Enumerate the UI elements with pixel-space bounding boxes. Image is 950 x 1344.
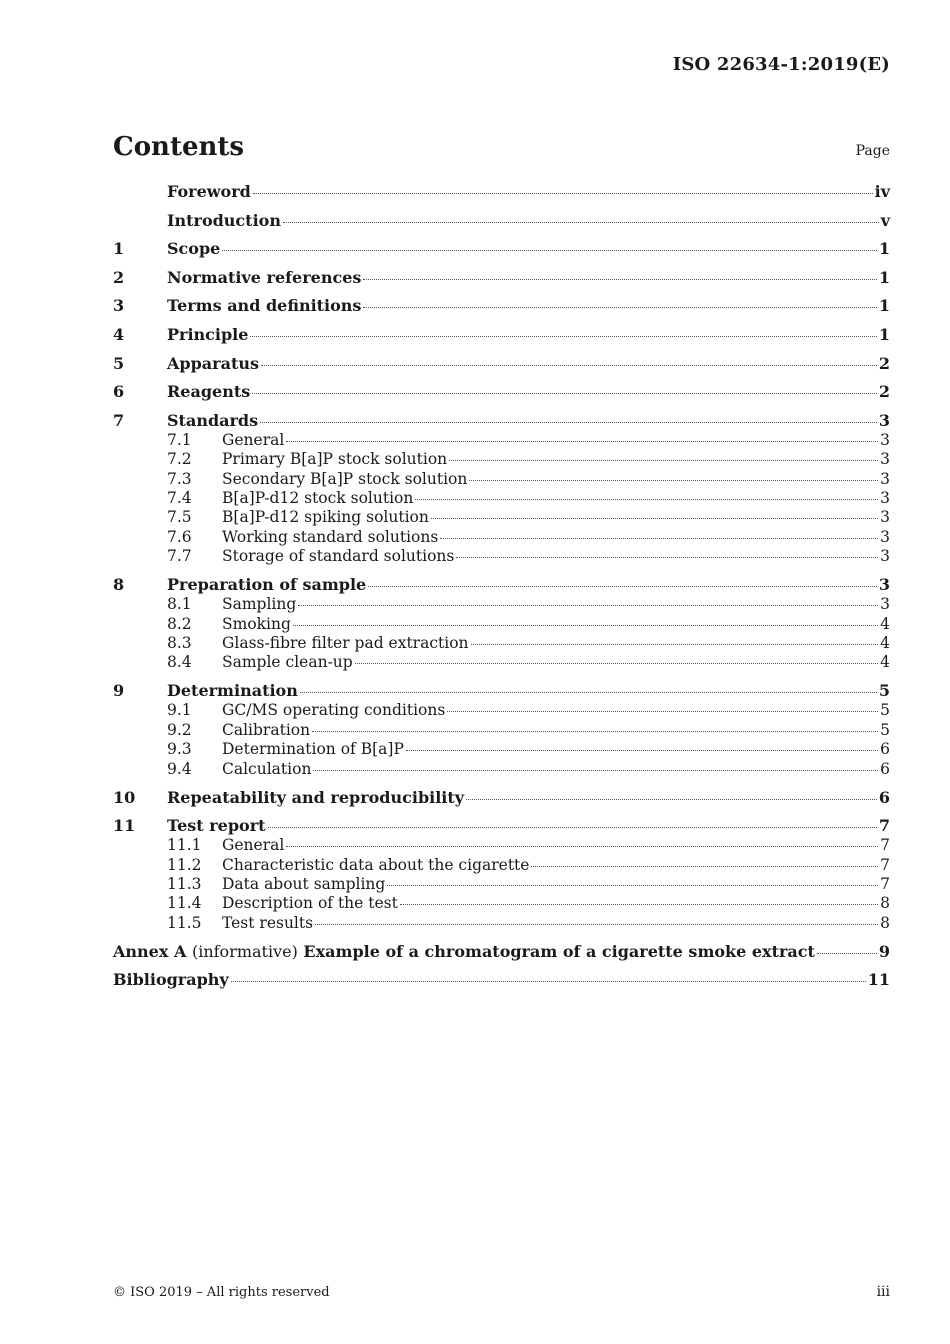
annex-label: Annex A <box>113 941 187 961</box>
toc-entry-page: 5 <box>878 681 890 701</box>
toc-entry-title: Calculation <box>222 759 312 778</box>
toc-entry-title: General <box>222 836 285 855</box>
toc-entry-page: 3 <box>880 547 890 566</box>
toc-entry-page: 3 <box>880 527 890 546</box>
toc-entry-title: Description of the test <box>222 894 398 913</box>
toc-annex-title-group <box>113 942 815 962</box>
toc-entry-page: 3 <box>878 410 890 430</box>
toc-entry-title: Apparatus <box>167 353 259 373</box>
toc-entry-page: 1 <box>878 239 890 259</box>
dot-leader <box>531 866 878 867</box>
toc-entry[interactable] <box>113 296 890 316</box>
toc-entry-page: 6 <box>878 787 890 807</box>
toc-entry-title: Principle <box>167 324 249 344</box>
toc-annex-entry[interactable] <box>113 942 890 962</box>
toc-entry-page: 3 <box>880 430 890 449</box>
toc-subentry[interactable] <box>113 489 890 508</box>
toc-entry-title: Normative references <box>167 267 362 287</box>
toc-entry-title: Calibration <box>222 720 311 739</box>
toc-entry[interactable] <box>113 325 890 345</box>
copyright-notice: © ISO 2019 – All rights reserved <box>113 1285 330 1300</box>
toc-entry-number: 8.2 <box>167 614 192 633</box>
table-of-contents <box>113 182 890 990</box>
toc-entry-page: 4 <box>880 653 890 672</box>
toc-entry-page: 1 <box>878 267 890 287</box>
dot-leader <box>400 904 878 905</box>
dot-leader <box>368 586 877 587</box>
toc-entry-number: 5 <box>113 353 125 373</box>
toc-entry-page: 3 <box>880 469 890 488</box>
toc-entry-page: 3 <box>880 508 890 527</box>
toc-entry-title: Repeatability and reproducibility <box>167 787 465 807</box>
toc-entry-page: 8 <box>880 894 890 913</box>
toc-subentry[interactable] <box>113 634 890 653</box>
toc-entry-title: B[a]P-d12 spiking solution <box>222 508 429 527</box>
toc-entry-title: B[a]P-d12 stock solution <box>222 488 414 507</box>
toc-entry-number: 11.2 <box>167 855 202 874</box>
toc-entry-title: Preparation of sample <box>167 575 367 595</box>
toc-entry-title: Characteristic data about the cigarette <box>222 855 530 874</box>
page-title: Contents <box>113 132 245 162</box>
toc-subentry[interactable] <box>113 450 890 469</box>
toc-subentry[interactable] <box>113 740 890 759</box>
toc-entry-number: 4 <box>113 324 125 344</box>
toc-entry-number: 7.1 <box>167 430 192 449</box>
toc-subentry[interactable] <box>113 721 890 740</box>
toc-entry-title: Foreword <box>167 182 251 201</box>
toc-entry[interactable] <box>113 268 890 288</box>
toc-entry[interactable] <box>113 182 890 202</box>
dot-leader <box>466 799 877 800</box>
dot-leader <box>415 499 878 500</box>
toc-entry-number: 2 <box>113 267 125 287</box>
toc-entry[interactable] <box>113 575 890 595</box>
toc-entry-title: Data about sampling <box>222 875 386 894</box>
toc-subentry[interactable] <box>113 470 890 489</box>
toc-entry[interactable] <box>113 354 890 374</box>
toc-entry-page: 11 <box>867 970 890 990</box>
dot-leader <box>363 279 876 280</box>
toc-subentry[interactable] <box>113 875 890 894</box>
toc-entry-page: 1 <box>878 296 890 316</box>
toc-subentry[interactable] <box>113 760 890 779</box>
toc-entry-page: 8 <box>880 913 890 932</box>
toc-entry-number: 7 <box>113 410 125 430</box>
toc-entry-page: v <box>880 210 890 230</box>
dot-leader <box>315 924 878 925</box>
toc-entry-number: 9.3 <box>167 740 192 759</box>
toc-subentry[interactable] <box>113 914 890 933</box>
toc-entry-number: 7.6 <box>167 527 192 546</box>
dot-leader <box>252 393 877 394</box>
toc-entry-page: 5 <box>880 701 890 720</box>
toc-bibliography-entry[interactable] <box>113 970 890 990</box>
toc-entry[interactable] <box>113 239 890 259</box>
dot-leader <box>286 846 878 847</box>
dot-leader <box>253 193 873 194</box>
toc-entry-title: Determination <box>167 681 298 701</box>
toc-entry-title: Standards <box>167 410 259 430</box>
dot-leader <box>471 644 879 645</box>
toc-subentry[interactable] <box>113 615 890 634</box>
toc-subentry[interactable] <box>113 653 890 672</box>
dot-leader <box>283 222 879 223</box>
toc-entry-number: 9 <box>113 681 125 701</box>
dot-leader <box>231 981 866 982</box>
toc-entry-page: 4 <box>880 614 890 633</box>
dot-leader <box>431 518 878 519</box>
document-id: ISO 22634-1:2019(E) <box>672 54 890 75</box>
toc-entry-number: 8 <box>113 575 125 595</box>
toc-entry-title: Reagents <box>167 382 251 402</box>
toc-entry-title: Sampling <box>222 595 297 614</box>
annex-title: Example of a chromatogram of a cigarette smoke extract <box>303 941 815 961</box>
toc-entry-number: 7.5 <box>167 508 192 527</box>
toc-entry-page: 1 <box>878 324 890 344</box>
toc-entry-page: 6 <box>880 759 890 778</box>
toc-entry-page: 7 <box>880 836 890 855</box>
toc-entry-number: 9.1 <box>167 701 192 720</box>
toc-subentry[interactable] <box>113 508 890 527</box>
toc-subentry[interactable] <box>113 894 890 913</box>
toc-entry-title: Glass-fibre filter pad extraction <box>222 634 469 652</box>
toc-subentry[interactable] <box>113 528 890 547</box>
toc-entry-title: Primary B[a]P stock solution <box>222 450 448 469</box>
dot-leader <box>250 336 876 337</box>
dot-leader <box>355 663 878 664</box>
toc-entry-number: 9.2 <box>167 720 192 739</box>
toc-entry-number: 9.4 <box>167 759 192 778</box>
toc-entry-number: 7.4 <box>167 488 192 507</box>
toc-entry-number: 11 <box>113 816 136 836</box>
toc-entry-page: 2 <box>878 382 890 402</box>
page-number: iii <box>876 1284 890 1300</box>
toc-entry-number: 7.7 <box>167 547 192 566</box>
toc-entry-title: Secondary B[a]P stock solution <box>222 469 468 488</box>
toc-entry-number: 7.2 <box>167 450 192 469</box>
toc-entry-title: Sample clean-up <box>222 653 353 672</box>
toc-entry-page: 4 <box>880 634 890 652</box>
toc-entry-page: 3 <box>880 488 890 507</box>
toc-entry-number: 11.4 <box>167 894 202 913</box>
dot-leader <box>313 770 878 771</box>
toc-entry-number: 10 <box>113 787 136 807</box>
dot-leader <box>440 538 878 539</box>
toc-entry-number: 1 <box>113 239 125 259</box>
dot-leader <box>261 365 877 366</box>
dot-leader <box>406 750 878 751</box>
toc-entry-title: Working standard solutions <box>222 527 439 546</box>
toc-subentry[interactable] <box>113 836 890 855</box>
toc-subentry[interactable] <box>113 547 890 566</box>
toc-entry-number: 11.5 <box>167 913 202 932</box>
toc-entry-page: 5 <box>880 720 890 739</box>
toc-subentry[interactable] <box>113 431 890 450</box>
toc-entry-number: 8.4 <box>167 653 192 672</box>
toc-entry-title: Test results <box>222 913 314 932</box>
dot-leader <box>293 625 878 626</box>
dot-leader <box>286 441 878 442</box>
toc-entry-title: Scope <box>167 239 221 259</box>
dot-leader <box>449 460 878 461</box>
toc-entry-number: 11.3 <box>167 875 202 894</box>
toc-entry[interactable] <box>113 411 890 431</box>
dot-leader <box>222 250 877 251</box>
dot-leader <box>469 480 878 481</box>
toc-entry[interactable] <box>113 816 890 836</box>
dot-leader <box>456 557 878 558</box>
toc-entry[interactable] <box>113 211 890 231</box>
toc-entry-title: General <box>222 430 285 449</box>
dot-leader <box>300 692 877 693</box>
toc-entry-page: 7 <box>878 816 890 836</box>
toc-entry-number: 8.1 <box>167 595 192 614</box>
toc-subentry[interactable] <box>113 856 890 875</box>
toc-entry-page: 3 <box>878 575 890 595</box>
toc-entry-number: 3 <box>113 296 125 316</box>
toc-entry-title: Terms and definitions <box>167 296 362 316</box>
toc-entry-page: 3 <box>880 595 890 614</box>
toc-entry-title: Storage of standard solutions <box>222 547 455 566</box>
toc-entry-title: GC/MS operating conditions <box>222 701 446 720</box>
toc-entry-number: 6 <box>113 382 125 402</box>
toc-entry-number: 8.3 <box>167 634 192 652</box>
toc-entry-page: 3 <box>880 450 890 469</box>
toc-entry[interactable] <box>113 382 890 402</box>
dot-leader <box>260 422 877 423</box>
toc-entry-title: Bibliography <box>113 970 229 990</box>
toc-subentry[interactable] <box>113 701 890 720</box>
dot-leader <box>387 885 878 886</box>
toc-entry-number: 7.3 <box>167 469 192 488</box>
dot-leader <box>312 731 878 732</box>
dot-leader <box>298 605 878 606</box>
toc-entry-page: 2 <box>878 353 890 373</box>
toc-entry-title: Smoking <box>222 614 291 633</box>
toc-entry[interactable] <box>113 681 890 701</box>
toc-entry-title: Test report <box>167 816 266 836</box>
toc-subentry[interactable] <box>113 595 890 614</box>
page-column-label: Page <box>855 143 890 159</box>
toc-entry-page: 7 <box>880 875 890 894</box>
dot-leader <box>268 827 877 828</box>
toc-entry-title: Introduction <box>167 210 281 230</box>
toc-entry-number: 11.1 <box>167 836 202 855</box>
dot-leader <box>363 307 876 308</box>
dot-leader <box>447 711 878 712</box>
toc-entry-page: 7 <box>880 855 890 874</box>
annex-note: (informative) <box>191 941 298 961</box>
toc-entry-page: 6 <box>880 740 890 759</box>
dot-leader <box>817 953 877 954</box>
toc-entry-title: Determination of B[a]P <box>222 740 404 759</box>
toc-entry[interactable] <box>113 788 890 808</box>
toc-entry-page: 9 <box>878 941 890 961</box>
toc-entry-page: iv <box>874 182 890 201</box>
